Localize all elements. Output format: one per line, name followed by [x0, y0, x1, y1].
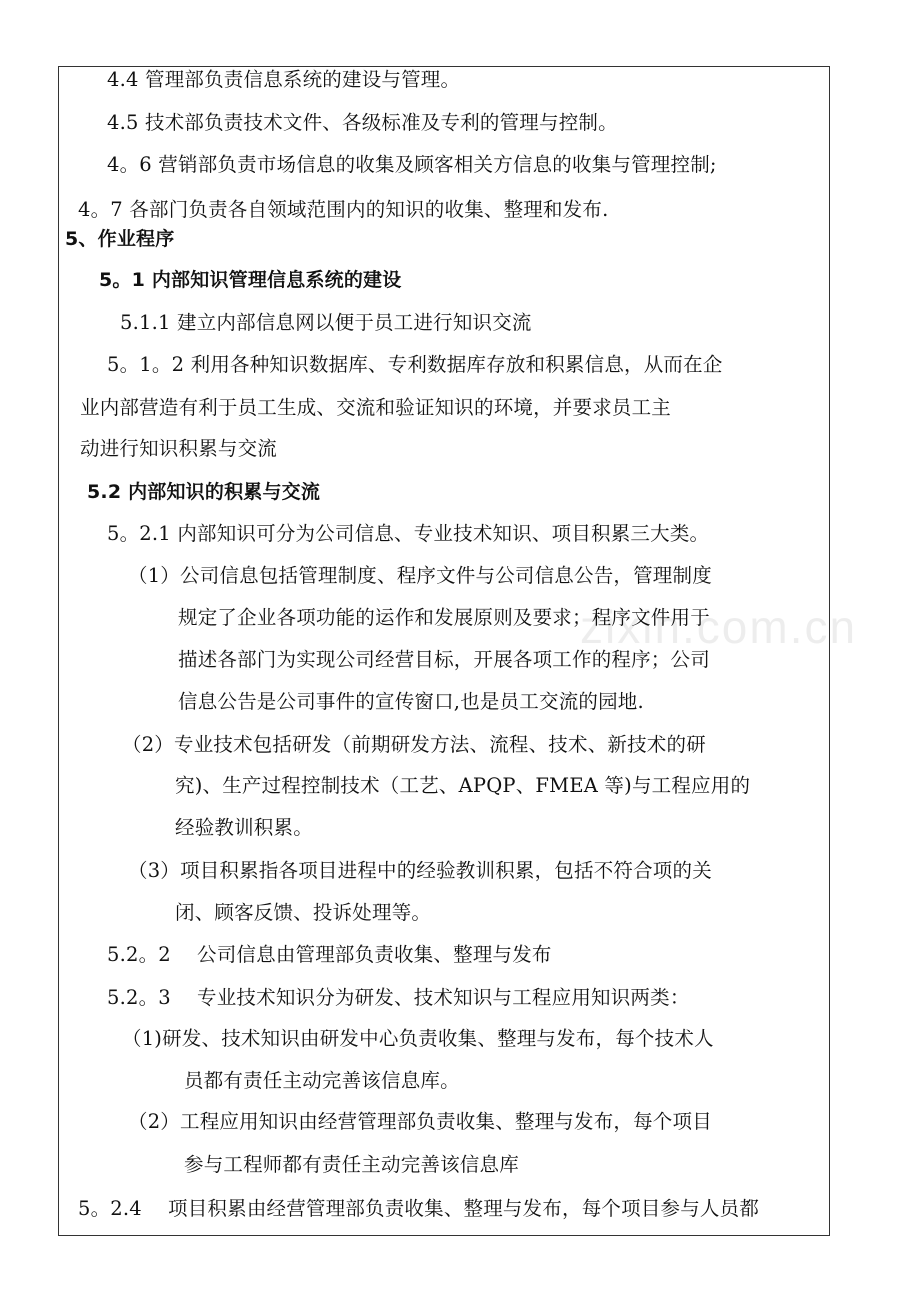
subsection-heading: 5.2 内部知识的积累与交流	[87, 481, 321, 503]
text-line: 5。2.1 内部知识可分为公司信息、专业技术知识、项目积累三大类。	[107, 522, 710, 545]
text-line: 4。7 各部门负责各自领域范围内的知识的收集、整理和发布.	[78, 198, 609, 221]
text-line: （2）工程应用知识由经营管理部负责收集、整理与发布，每个项目	[128, 1110, 712, 1133]
text-line: 究)、生产过程控制技术（工艺、APQP、FMEA 等)与工程应用的	[175, 774, 751, 797]
text-line: 信息公告是公司事件的宣传窗口,也是员工交流的园地.	[178, 690, 644, 713]
text-line: 业内部营造有利于员工生成、交流和验证知识的环境，并要求员工主	[80, 396, 672, 419]
text-line: （1)研发、技术知识由研发中心负责收集、整理与发布，每个技术人	[122, 1027, 714, 1050]
text-line: 4.5 技术部负责技术文件、各级标准及专利的管理与控制。	[107, 111, 618, 134]
text-line: （1）公司信息包括管理制度、程序文件与公司信息公告，管理制度	[128, 564, 712, 587]
text-line: 4。6 营销部负责市场信息的收集及顾客相关方信息的收集与管理控制;	[107, 153, 717, 176]
text-line: 动进行知识积累与交流	[80, 437, 278, 460]
text-line: 5。2.4 项目积累由经营管理部负责收集、整理与发布，每个项目参与人员都	[78, 1197, 760, 1220]
text-line: （3）项目积累指各项目进程中的经验教训积累，包括不符合项的关	[128, 859, 712, 882]
text-line: 参与工程师都有责任主动完善该信息库	[184, 1153, 519, 1176]
text-line: 5。1。2 利用各种知识数据库、专利数据库存放和积累信息，从而在企	[107, 353, 723, 376]
text-line: 经验教训积累。	[175, 816, 313, 839]
text-line: 员都有责任主动完善该信息库。	[184, 1069, 460, 1092]
text-line: 5.2。2 公司信息由管理部负责收集、整理与发布	[107, 943, 552, 966]
text-line: 4.4 管理部负责信息系统的建设与管理。	[107, 68, 461, 91]
text-line: 5.1.1 建立内部信息网以便于员工进行知识交流	[120, 311, 532, 334]
watermark: zixin.com.cn	[580, 601, 858, 653]
text-line: 描述各部门为实现公司经营目标，开展各项工作的程序；公司	[178, 648, 710, 671]
text-line: （2）专业技术包括研发（前期研发方法、流程、技术、新技术的研	[122, 733, 706, 756]
text-line: 5.2。3 专业技术知识分为研发、技术知识与工程应用知识两类：	[107, 986, 690, 1009]
text-line: 规定了企业各项功能的运作和发展原则及要求；程序文件用于	[178, 606, 710, 629]
subsection-heading: 5。1 内部知识管理信息系统的建设	[99, 269, 402, 291]
text-line: 闭、顾客反馈、投诉处理等。	[175, 901, 432, 924]
section-heading: 5、作业程序	[65, 228, 175, 250]
